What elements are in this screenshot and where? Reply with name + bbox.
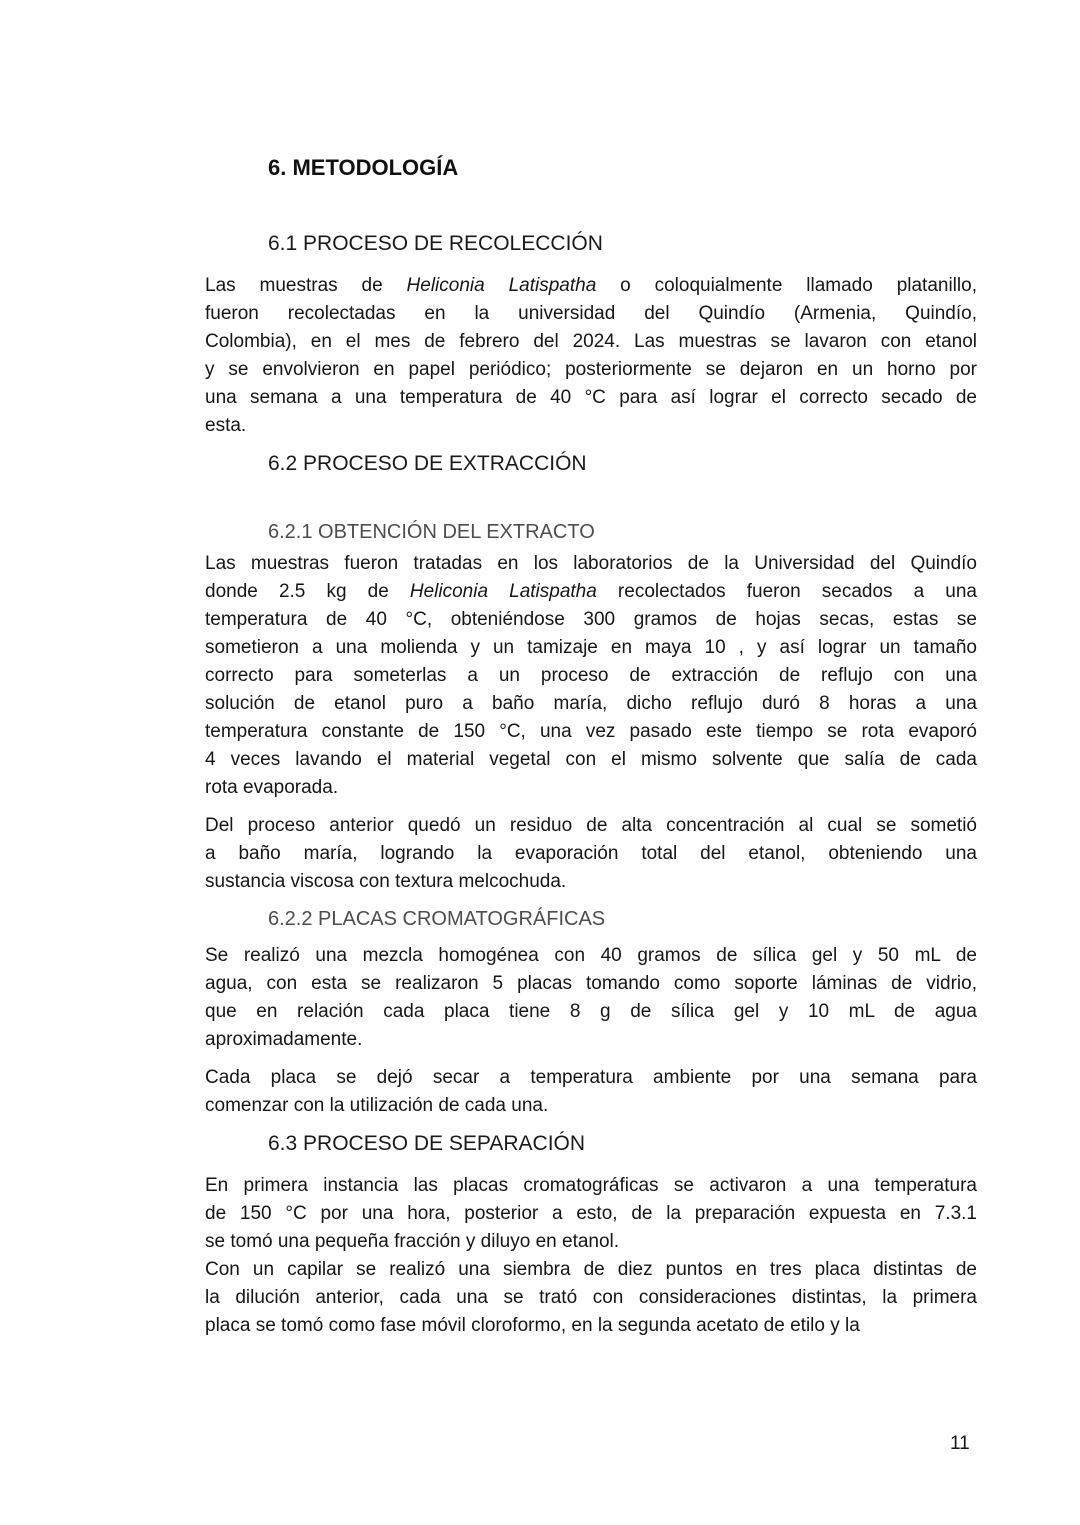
page-number: 11 [950, 1433, 970, 1454]
document-blocks [205, 230, 977, 1340]
text-line: sustancia viscosa con textura melcochuda. [205, 871, 567, 892]
text-line: Las muestras fueron tratadas en los laboratorios de la Universidad del Quindío [205, 553, 977, 574]
heading-6-2: 6.2 PROCESO DE EXTRACCIÓN [268, 452, 587, 475]
page-title: 6. METODOLOGÍA [268, 155, 459, 180]
text-line: temperatura de 40 °C, obteniéndose 300 gramos de hojas secas, estas se [205, 609, 977, 630]
paragraph-placas [205, 942, 977, 1054]
text-line: Se realizó una mezcla homogénea con 40 gramos de sílica gel y 50 mL de [205, 945, 977, 966]
paragraph-obtencion-extracto [205, 550, 977, 802]
paragraph-residuo [205, 812, 977, 896]
paragraph-recoleccion [205, 272, 977, 440]
text-line: que en relación cada placa tiene 8 g de sílica gel y 10 mL de agua [205, 1001, 977, 1022]
text-line: temperatura constante de 150 °C, una vez pasado este tiempo se rota evaporó [205, 721, 977, 742]
text-line: de 150 °C por una hora, posterior a esto, de la preparación expuesta en 7.3.1 [205, 1203, 977, 1224]
text-line: Cada placa se dejó secar a temperatura ambiente por una semana para [205, 1067, 977, 1088]
text-line: correcto para someterlas a un proceso de extracción de reflujo con una [205, 665, 977, 686]
text-line: esta. [205, 415, 247, 436]
paragraph-secado-placas [205, 1064, 977, 1120]
text-line: fueron recolectadas en la universidad del Quindío (Armenia, Quindío, [205, 303, 977, 324]
text-line: a baño maría, logrando la evaporación total del etanol, obteniendo una [205, 843, 977, 864]
text-line: sometieron a una molienda y un tamizaje en maya 10 , y así lograr un tamaño [205, 637, 977, 658]
text-line: 4 veces lavando el material vegetal con el mismo solvente que salía de cada [205, 749, 977, 770]
text-line: En primera instancia las placas cromatográficas se activaron a una temperatura [205, 1175, 977, 1196]
text-line: comenzar con la utilización de cada una. [205, 1095, 549, 1116]
heading-6-1: 6.1 PROCESO DE RECOLECCIÓN [268, 232, 603, 255]
paragraph-activacion [205, 1172, 977, 1256]
text-line: Del proceso anterior quedó un residuo de alta concentración al cual se sometió [205, 815, 977, 836]
paragraph-siembra [205, 1256, 977, 1340]
heading-6-3: 6.3 PROCESO DE SEPARACIÓN [268, 1132, 586, 1155]
text-line: donde 2.5 kg de Heliconia Latispatha recolectados fueron secados a una [205, 581, 977, 602]
text-line: rota evaporada. [205, 777, 339, 798]
heading-6-2-2: 6.2.2 PLACAS CROMATOGRÁFICAS [268, 908, 606, 930]
text-line: solución de etanol puro a baño maría, dicho reflujo duró 8 horas a una [205, 693, 977, 714]
heading-6-2-1: 6.2.1 OBTENCIÓN DEL EXTRACTO [268, 521, 595, 543]
text-line: aproximadamente. [205, 1029, 363, 1050]
text-line: placa se tomó como fase móvil cloroformo, en la segunda acetato de etilo y la [205, 1315, 860, 1336]
text-line: una semana a una temperatura de 40 °C para así lograr el correcto secado de [205, 387, 977, 408]
text-line: agua, con esta se realizaron 5 placas tomando como soporte láminas de vidrio, [205, 973, 977, 994]
text-line: Las muestras de Heliconia Latispatha o coloquialmente llamado platanillo, [205, 275, 977, 296]
text-line: y se envolvieron en papel periódico; posteriormente se dejaron en un horno por [205, 359, 977, 380]
text-line: la dilución anterior, cada una se trató con consideraciones distintas, la primera [205, 1287, 977, 1308]
text-line: Colombia), en el mes de febrero del 2024. Las muestras se lavaron con etanol [205, 331, 977, 352]
text-line: Con un capilar se realizó una siembra de diez puntos en tres placa distintas de [205, 1259, 977, 1280]
text-line: se tomó una pequeña fracción y diluyo en etanol. [205, 1231, 620, 1252]
